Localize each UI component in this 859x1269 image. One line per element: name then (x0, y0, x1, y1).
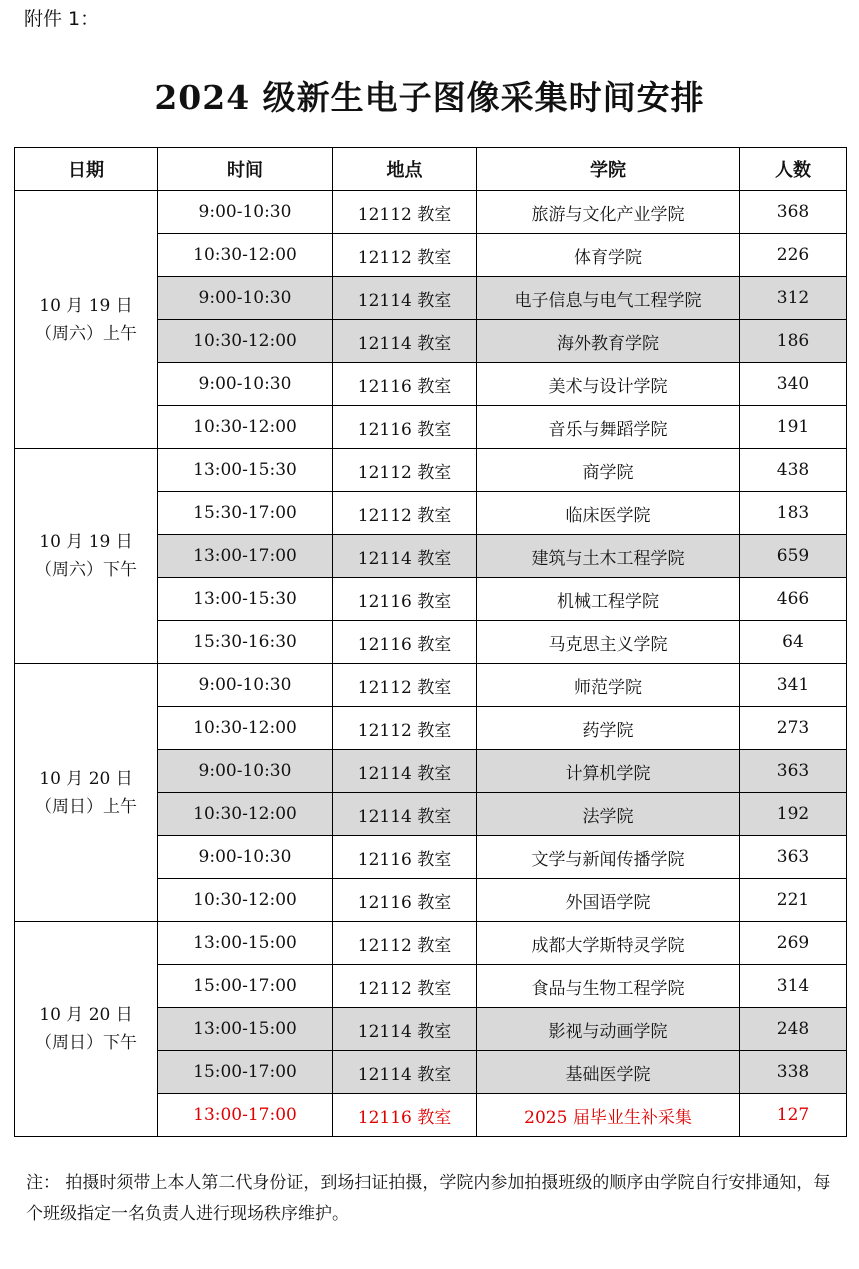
count-cell: 363 (740, 750, 847, 793)
place-cell: 12116 教室 (333, 879, 477, 922)
time-cell: 10:30-12:00 (158, 234, 333, 277)
count-cell: 340 (740, 363, 847, 406)
college-cell: 美术与设计学院 (477, 363, 740, 406)
count-cell: 64 (740, 621, 847, 664)
college-cell: 外国语学院 (477, 879, 740, 922)
place-cell: 12116 教室 (333, 363, 477, 406)
college-cell: 电子信息与电气工程学院 (477, 277, 740, 320)
date-line2: （周六）下午 (35, 560, 137, 580)
header-time: 时间 (158, 148, 333, 191)
count-cell: 363 (740, 836, 847, 879)
count-cell: 183 (740, 492, 847, 535)
count-cell: 127 (740, 1094, 847, 1137)
college-cell: 食品与生物工程学院 (477, 965, 740, 1008)
count-cell: 221 (740, 879, 847, 922)
college-cell: 药学院 (477, 707, 740, 750)
college-cell: 商学院 (477, 449, 740, 492)
note-text: 注： 拍摄时须带上本人第二代身份证，到场扫证拍摄，学院内参加拍摄班级的顺序由学院自行安排通知，每个班级指定一名负责人进行现场秩序维护。 (26, 1173, 831, 1224)
time-cell: 9:00-10:30 (158, 836, 333, 879)
place-cell: 12114 教室 (333, 277, 477, 320)
college-cell: 海外教育学院 (477, 320, 740, 363)
place-cell: 12114 教室 (333, 1008, 477, 1051)
time-cell: 10:30-12:00 (158, 406, 333, 449)
place-cell: 12114 教室 (333, 750, 477, 793)
date-line1: 10 月 19 日 (39, 295, 133, 316)
place-cell: 12112 教室 (333, 707, 477, 750)
college-cell: 文学与新闻传播学院 (477, 836, 740, 879)
college-cell: 成都大学斯特灵学院 (477, 922, 740, 965)
place-cell: 12112 教室 (333, 492, 477, 535)
time-cell: 13:00-17:00 (158, 1094, 333, 1137)
college-cell: 基础医学院 (477, 1051, 740, 1094)
header-college: 学院 (477, 148, 740, 191)
college-cell: 马克思主义学院 (477, 621, 740, 664)
time-cell: 15:00-17:00 (158, 1051, 333, 1094)
place-cell: 12112 教室 (333, 965, 477, 1008)
count-cell: 248 (740, 1008, 847, 1051)
page-title: 2024 级新生电子图像采集时间安排 (154, 78, 705, 117)
college-cell: 建筑与土木工程学院 (477, 535, 740, 578)
college-cell: 计算机学院 (477, 750, 740, 793)
place-cell: 12112 教室 (333, 664, 477, 707)
count-cell: 191 (740, 406, 847, 449)
date-line2: （周日）下午 (35, 1033, 137, 1053)
time-cell: 10:30-12:00 (158, 320, 333, 363)
count-cell: 368 (740, 191, 847, 234)
college-cell: 旅游与文化产业学院 (477, 191, 740, 234)
date-cell (15, 191, 158, 449)
count-cell: 659 (740, 535, 847, 578)
time-cell: 13:00-15:00 (158, 1008, 333, 1051)
place-cell: 12112 教室 (333, 922, 477, 965)
time-cell: 15:30-17:00 (158, 492, 333, 535)
count-cell: 273 (740, 707, 847, 750)
table-row (15, 922, 847, 965)
time-cell: 13:00-15:30 (158, 578, 333, 621)
time-cell: 9:00-10:30 (158, 664, 333, 707)
place-cell: 12116 教室 (333, 1094, 477, 1137)
place-cell: 12114 教室 (333, 535, 477, 578)
header-place: 地点 (333, 148, 477, 191)
place-cell: 12116 教室 (333, 406, 477, 449)
time-cell: 13:00-15:30 (158, 449, 333, 492)
date-line1: 10 月 20 日 (39, 768, 133, 789)
college-cell: 体育学院 (477, 234, 740, 277)
place-cell: 12112 教室 (333, 234, 477, 277)
college-cell: 临床医学院 (477, 492, 740, 535)
count-cell: 438 (740, 449, 847, 492)
date-line2: （周日）上午 (35, 796, 137, 817)
schedule-table (14, 147, 847, 1137)
count-cell: 192 (740, 793, 847, 836)
date-cell (15, 449, 158, 664)
count-cell: 312 (740, 277, 847, 320)
college-cell: 师范学院 (477, 664, 740, 707)
time-cell: 10:30-12:00 (158, 879, 333, 922)
date-cell (15, 664, 158, 922)
time-cell: 13:00-17:00 (158, 535, 333, 578)
time-cell: 10:30-12:00 (158, 793, 333, 836)
count-cell: 466 (740, 578, 847, 621)
table-row (15, 449, 847, 492)
time-cell: 9:00-10:30 (158, 363, 333, 406)
count-cell: 186 (740, 320, 847, 363)
college-cell: 2025 届毕业生补采集 (477, 1094, 740, 1137)
table-row (15, 191, 847, 234)
place-cell: 12116 教室 (333, 578, 477, 621)
table-header-row (15, 148, 847, 191)
attachment-label: 附件 1： (24, 8, 100, 30)
time-cell: 13:00-15:00 (158, 922, 333, 965)
place-cell: 12116 教室 (333, 621, 477, 664)
date-line1: 10 月 20 日 (39, 1005, 133, 1025)
time-cell: 10:30-12:00 (158, 707, 333, 750)
header-count: 人数 (740, 148, 847, 191)
count-cell: 314 (740, 965, 847, 1008)
date-cell (15, 922, 158, 1137)
table-row (15, 664, 847, 707)
place-cell: 12112 教室 (333, 191, 477, 234)
college-cell: 法学院 (477, 793, 740, 836)
date-line2: （周六）上午 (35, 323, 137, 344)
time-cell: 9:00-10:30 (158, 277, 333, 320)
count-cell: 269 (740, 922, 847, 965)
count-cell: 341 (740, 664, 847, 707)
schedule-body (15, 191, 847, 1137)
date-line1: 10 月 19 日 (39, 532, 133, 552)
college-cell: 机械工程学院 (477, 578, 740, 621)
place-cell: 12114 教室 (333, 793, 477, 836)
place-cell: 12114 教室 (333, 320, 477, 363)
place-cell: 12114 教室 (333, 1051, 477, 1094)
place-cell: 12112 教室 (333, 449, 477, 492)
college-cell: 影视与动画学院 (477, 1008, 740, 1051)
place-cell: 12116 教室 (333, 836, 477, 879)
college-cell: 音乐与舞蹈学院 (477, 406, 740, 449)
time-cell: 9:00-10:30 (158, 750, 333, 793)
header-date: 日期 (15, 148, 158, 191)
time-cell: 9:00-10:30 (158, 191, 333, 234)
count-cell: 338 (740, 1051, 847, 1094)
count-cell: 226 (740, 234, 847, 277)
time-cell: 15:00-17:00 (158, 965, 333, 1008)
time-cell: 15:30-16:30 (158, 621, 333, 664)
